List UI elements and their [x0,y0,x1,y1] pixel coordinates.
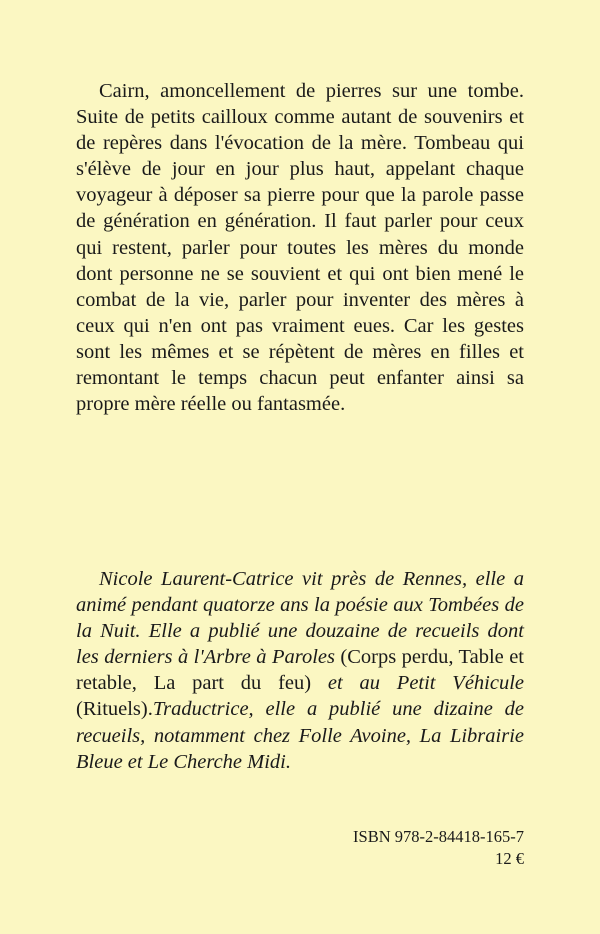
price: 12 € [495,849,524,868]
bio-text-petit-vehicule: et au Petit Véhicule [327,672,525,695]
author-bio [76,566,524,775]
isbn-code: ISBN 978-2-84418-165-7 [353,827,524,846]
isbn-block [224,826,524,870]
blurb-paragraph: Cairn, amoncellement de pierres sur une tombe. Suite de petits cailloux comme autant de souvenirs et de repères dans l'évocation de la mère. Tombeau qui s'élève de jour en jour plus haut, appelant chaque voyageur à déposer sa pierre pour que la parole passe de génération en génération. Il faut parler pour ceux qui restent, parler pour toutes les mères du monde dont personne ne se souvient et qui ont bien mené le combat de la vie, parler pour inventer des mères à ceux qui n'en ont pas vraiment eues. Car les gestes sont les mêmes et se répètent de mères en filles et remontant le temps chacun peut enfanter ainsi sa propre mère réelle ou fantasmée. [76,80,524,416]
bio-text-intro: Nicole Laurent-Catrice vit près de Rennes, elle a animé pendant quatorze ans la poésie aux Tombées de la Nuit. Elle a publié une douzaine de recueils dont les derniers à l'Arbre à Paroles [76,568,524,669]
bio-text-translator: Traductrice, elle a publié une dizaine de recueils, notamment chez Folle Avoine, La Librairie Bleue et Le Cherche Midi. [76,698,524,773]
bio-text-titles-arbre: (Corps perdu, Table et retable, La part du feu) [76,646,525,695]
bio-text-titles-vehicule: (Rituels). [76,698,153,721]
